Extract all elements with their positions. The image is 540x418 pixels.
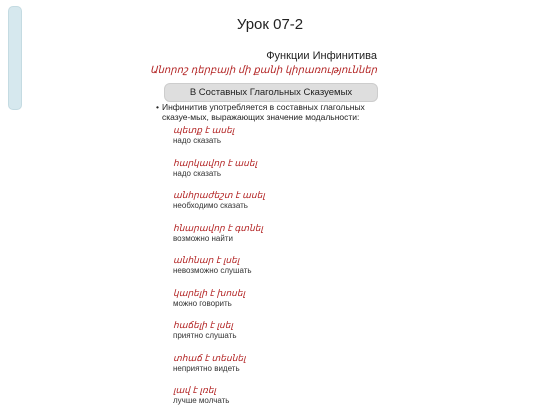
armenian-phrase: պետք է ասել [173, 125, 235, 135]
armenian-phrase: անհրաժեշտ է ասել [173, 190, 265, 200]
section-title: Функции Инфинитива [266, 50, 377, 62]
armenian-phrase: տհաճ է տեսնել [173, 352, 246, 363]
example-item [173, 353, 393, 386]
armenian-phrase: անհնար է լսել [173, 255, 240, 265]
section-header-bar: В Составных Глагольных Сказуемых [164, 83, 378, 102]
armenian-phrase: հարկավոր է ասել [173, 157, 258, 168]
page-title: Урок 07-2 [236, 16, 304, 33]
russian-translation: можно говорить [173, 298, 232, 308]
example-item [173, 158, 393, 191]
example-item [173, 223, 393, 256]
example-item [173, 288, 393, 321]
armenian-phrase: կարելի է խոսել [173, 287, 246, 298]
example-item [173, 385, 393, 418]
armenian-phrase: լավ է լռել [173, 385, 216, 395]
armenian-phrase: հաճելի է լսել [173, 320, 233, 330]
example-item [173, 320, 393, 353]
example-item [173, 190, 393, 223]
armenian-phrase: հնարավոր է գտնել [173, 222, 263, 233]
intro-paragraph [156, 102, 386, 122]
russian-translation: невозможно слушать [173, 266, 252, 275]
russian-translation: неприятно видеть [173, 363, 240, 373]
russian-translation: надо сказать [173, 168, 222, 178]
russian-translation: необходимо сказать [173, 201, 248, 210]
example-item [173, 255, 393, 288]
section-subtitle: Անորոշ դերբայի մի քանի կիրառություններ [149, 65, 377, 76]
russian-translation: приятно слушать [173, 331, 237, 340]
bullet-marker: • [156, 102, 159, 112]
russian-translation: возможно найти [173, 233, 233, 243]
intro-text: Инфинитив употребляется в составных глагольных сказуе-мых, выражающих значение модальности: [162, 102, 365, 122]
russian-translation: лучше молчать [173, 396, 230, 405]
example-list [173, 125, 393, 418]
example-item [173, 125, 393, 158]
russian-translation: надо сказать [173, 136, 222, 145]
